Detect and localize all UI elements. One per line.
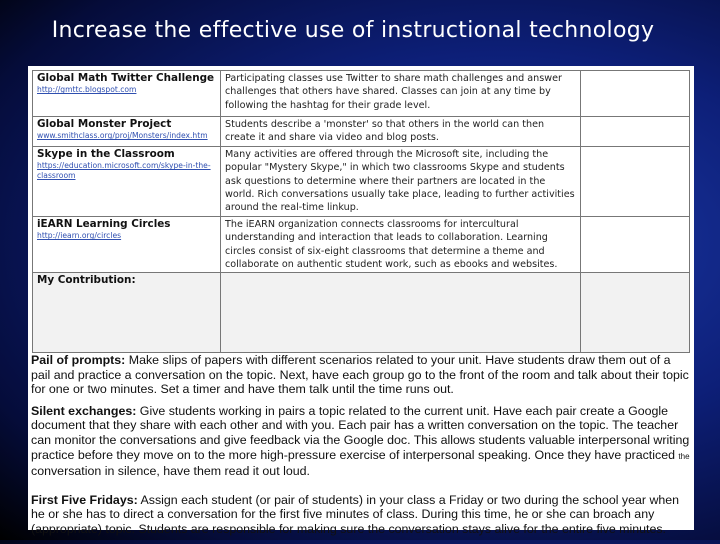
note-pail-of-prompts: Pail of prompts: Make slips of papers with different scenarios related to your unit. Have students draw them out of a pail and practice a conversation on the topic. Next, have each group go to the front of the room and talk about their topic for one or two minutes. Set a timer and have them talk until the time runs out. [31, 353, 689, 397]
project-description: Participating classes use Twitter to share math challenges and answer challenges that others have shared. Classes can join at any time by following the hashtag for their grade level. [221, 71, 581, 117]
table-row [33, 146, 690, 216]
activity-notes [31, 353, 693, 544]
project-link[interactable]: www.smithclass.org/proj/Monsters/index.htm [37, 131, 208, 141]
project-description: Students describe a 'monster' so that others in the world can then create it and share via video and blog posts. [221, 117, 581, 147]
project-name: Global Math Twitter Challenge [37, 72, 215, 84]
contribution-label: My Contribution: [37, 274, 136, 287]
contribution-row [33, 273, 690, 353]
contribution-input[interactable] [221, 273, 581, 353]
project-name: Skype in the Classroom [37, 147, 175, 160]
project-description: The iEARN organization connects classrooms for intercultural understanding and interaction that leads to collaboration. Learning circles consist of six-eight classrooms that determine a theme and collaborate on authentic student work, such as ebooks and websites. [221, 216, 581, 273]
table-row [33, 71, 690, 117]
resources-table [32, 70, 690, 353]
project-link[interactable]: http://iearn.org/circles [37, 231, 122, 241]
project-description: Many activities are offered through the Microsoft site, including the popular "Mystery Skype," in which two classrooms Skype and students ask questions to determine where their partners are located in the world. Rich conversations usually take place, leading to further activities around the real-time linkup. [221, 146, 581, 216]
project-link[interactable]: http://gmttc.blogspot.com [37, 85, 137, 95]
note-silent-exchanges: Silent exchanges: Give students working in pairs a topic related to the current unit. Have each pair create a Google document that they share with each other and with you. Each pair has a written conversation on the topic. The teacher can monitor the conversations and give feedback via the Google doc. This allows students valuable interpersonal writing practice before they move on to the more high-pressure exercise of interpersonal speaking. Once they have practiced the conversation in silence, have them read it out loud. [31, 403, 690, 479]
project-link[interactable]: https://education.microsoft.com/skype-in-the-classroom [37, 161, 211, 181]
project-name: Global Monster Project [37, 118, 172, 130]
slide-title: Increase the effective use of instructional technology [51, 18, 655, 43]
project-name: iEARN Learning Circles [37, 217, 171, 230]
note-first-five-fridays: First Five Fridays: Assign each student (or pair of students) in your class a Friday or two during the school year when he or she has to direct a conversation for the first five minutes of class. During this time, he or she can broach any (appropriate) topic. Students are responsible for making sure the conversation stays alive for the entire five minutes. [31, 492, 680, 536]
content-sheet [28, 66, 694, 536]
table-row [33, 117, 690, 147]
table-row [33, 216, 690, 273]
